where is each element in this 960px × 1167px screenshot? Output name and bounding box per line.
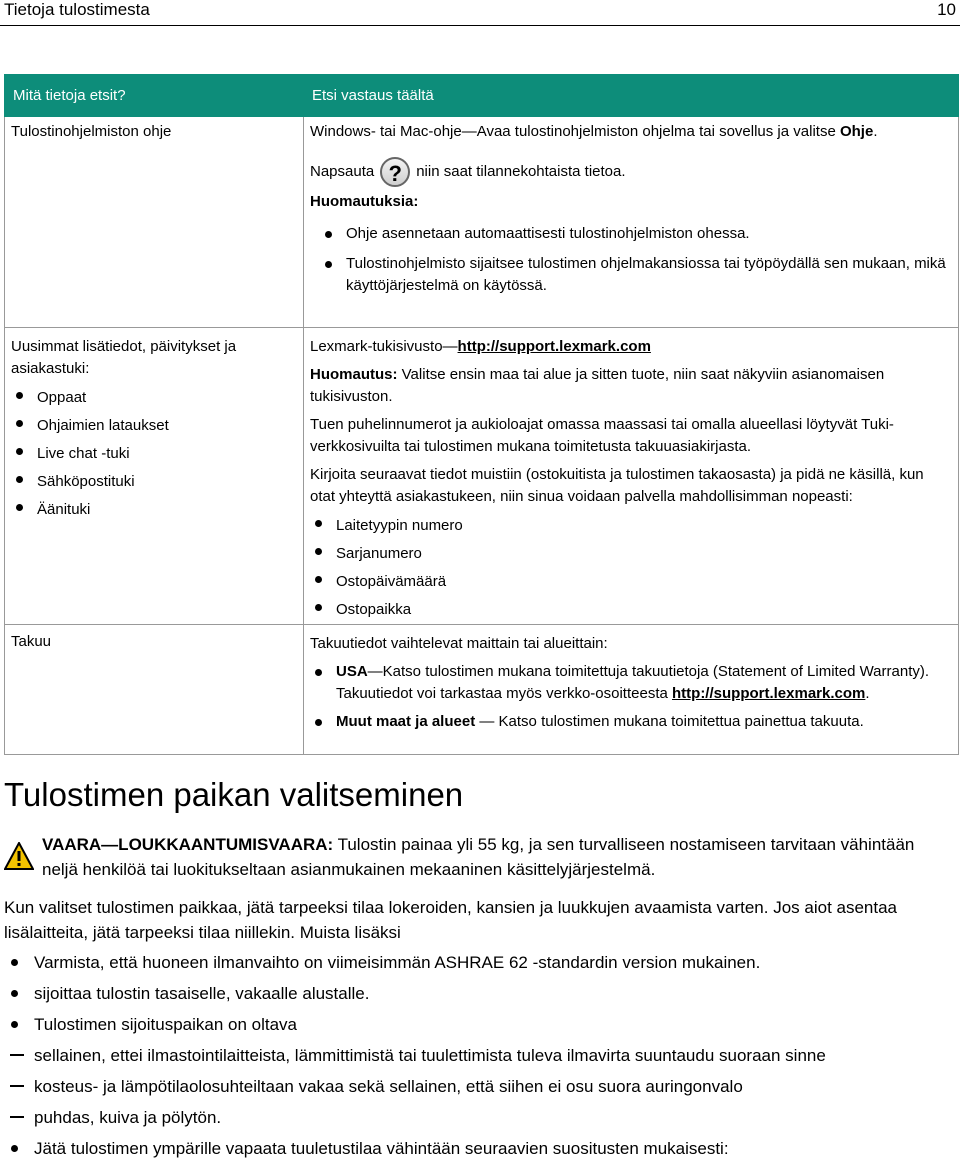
list-item: Jätä tulostimen ympärille vapaata tuuletustilaa vähintään seuraavien suositusten mukaisesti: [4,1136,959,1161]
table-row [5,625,959,755]
support-note-text: Valitse ensin maa tai alue ja sitten tuote, niin saat näkyviin asianomaisen tukisivuston. [310,366,885,405]
page-number: 10 [937,0,956,19]
list-item: Ostopäivämäärä [310,568,952,596]
usa-end: . [865,685,870,702]
placement-paragraph: Kun valitset tulostimen paikkaa, jätä tarpeeksi tilaa lokeroiden, kansien ja luukkujen avaamista varten. Jos aiot asentaa lisälaitteita, jätä tarpeeksi tilaa niillekin. Muista lisäksi [4,898,898,942]
usa-text: —Katso tulostimen mukana toimitettuja takuutietoja (Statement of Limited Warranty). Takuutiedot voi tarkastaa myös verkko-osoitteesta [336,663,930,702]
list-item: Sarjanumero [310,540,952,568]
notes-label: Huomautuksia: [310,193,419,210]
table-header-row [5,75,959,117]
col-header-question: Mitä tietoja etsit? [5,75,304,117]
record-items [310,512,952,624]
warning-icon [4,842,34,870]
list-item: Live chat -tuki [11,440,297,468]
support-heading: Uusimmat lisätiedot, päivitykset ja asiakastuki: [11,338,237,377]
help-line-text: Windows- tai Mac-ohje—Avaa tulostinohjelmiston ohjelma tai sovellus ja valitse [310,123,840,140]
warning-label: VAARA—LOUKKAANTUMISVAARA: [42,835,334,854]
sub-list [4,1043,959,1130]
support-note-label: Huomautus: [310,366,398,383]
sub-list-item: puhdas, kuiva ja pölytön. [4,1105,959,1130]
list-item: Äänituki [11,496,297,524]
record-paragraph: Kirjoita seuraavat tiedot muistiin (ostokuitista ja tulostimen takaosasta) ja pidä ne käsillä, kun otat yhteyttä asiakastukeen, niin sinua voidaan palvella mahdollisimman nopeasti: [310,466,924,505]
list-item: Varmista, että huoneen ilmanvaihto on viimeisimmän ASHRAE 62 -standardin version mukainen. [4,950,959,975]
support-note [310,364,952,408]
list-item: sijoittaa tulostin tasaiselle, vakaalle alustalle. [4,981,959,1006]
click-post: niin saat tilannekohtaista tietoa. [416,162,626,180]
support-site-label: Lexmark-tukisivusto— [310,338,458,355]
header-title: Tietoja tulostimesta [4,0,150,19]
page-header [0,0,960,26]
list-item [310,661,952,705]
row-label-warranty [5,625,304,755]
sub-list-item: kosteus- ja lämpötilaolosuhteiltaan vakaa sekä sellainen, että siihen ei osu suora auringonvalo [4,1074,959,1099]
info-table [4,74,959,755]
row-content-software-help [304,117,959,328]
other-countries-label: Muut maat ja alueet [336,713,476,730]
support-site-line [310,336,952,358]
help-word: Ohje [839,123,874,140]
section-title: Tulostimen paikan valitseminen [4,776,464,813]
other-countries-text: — Katso tulostimen mukana toimitettua painettua takuuta. [475,713,864,730]
warranty-intro: Takuutiedot vaihtelevat maittain tai alueittain: [310,635,608,652]
row-label-text: Takuu [11,633,52,650]
help-question-icon: ? [380,157,410,187]
phone-paragraph: Tuen puhelinnumerot ja aukioloajat omassa maassasi tai omalla alueellasi löytyvät Tuki-verkkosivuilta tai tulostimen mukana toimitetusta takuuasiakirjasta. [310,416,894,455]
col-header-answer: Etsi vastaus täältä [304,75,959,117]
row-label-software-help [5,117,304,328]
list-item [4,1012,959,1130]
click-line [310,157,952,193]
list-item: Laitetyypin numero [310,512,952,540]
row-label-text: Tulostinohjelmiston ohje [11,123,172,140]
placement-list [4,950,959,1167]
usa-label: USA [336,663,368,680]
warning-body: Tulostin painaa yli 55 kg, ja sen turvalliseen nostamiseen tarvitaan vähintään neljä henkilöä tai luokitukseltaan asianmukainen mekaaninen käsittelyjärjestelmä. [42,835,915,879]
list-item: Oppaat [11,384,297,412]
support-items [11,384,297,524]
list-item [310,711,952,733]
list-item: Sähköpostituki [11,468,297,496]
sub-list-item: sellainen, ettei ilmastointilaitteista, lämmittimistä tai tuulettimista tuleva ilmavirta suuntaudu suoraan sinne [4,1043,959,1068]
row-label-support [5,328,304,625]
click-pre: Napsauta [310,162,375,180]
usa-link[interactable]: http://support.lexmark.com [672,685,866,702]
warranty-items [310,661,952,733]
help-line [310,123,952,151]
list-item: Ohje asennetaan automaattisesti tulostinohjelmiston ohessa. [320,223,952,245]
list-item: Ostopaikka [310,596,952,624]
header-rule [0,25,960,26]
row-content-warranty [304,625,959,755]
list-item: Ohjaimien lataukset [11,412,297,440]
help-line-end: . [873,123,878,140]
table-row [5,117,959,328]
warning-block [4,832,944,882]
list-item: Tulostinohjelmisto sijaitsee tulostimen ohjelmakansiossa tai työpöydällä sen mukaan, mikä käyttöjärjestelmä on käytössä. [320,253,952,297]
warning-text [42,832,944,882]
list-item-text: Tulostimen sijoituspaikan on oltava [34,1015,298,1034]
table-row [5,328,959,625]
row-content-support [304,328,959,625]
notes-list [320,223,952,297]
support-site-link[interactable]: http://support.lexmark.com [457,338,651,355]
